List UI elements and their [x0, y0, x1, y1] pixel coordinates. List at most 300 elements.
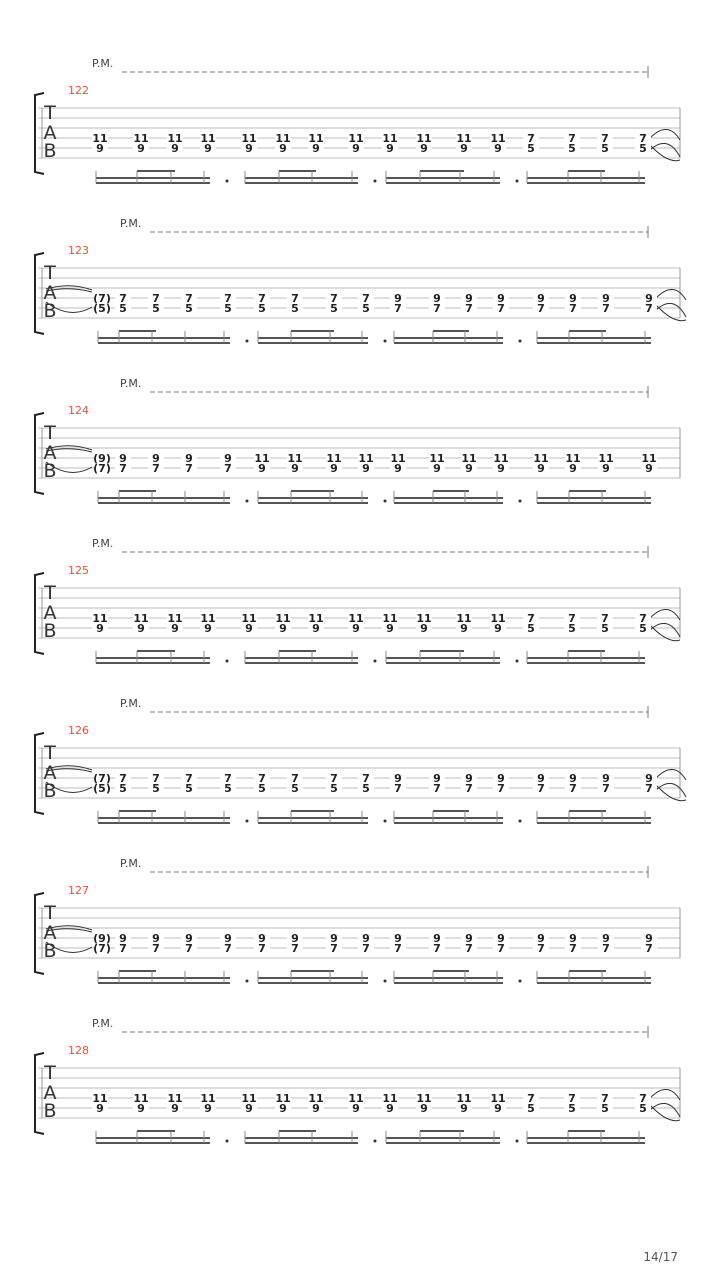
fret-number: 7 [433, 782, 441, 795]
fret-number: 11 [456, 132, 472, 145]
tab-clef-letter: T [44, 422, 56, 444]
fret-number: 11 [241, 1092, 257, 1105]
fret-number: 9 [258, 462, 266, 475]
fret-number: 9 [119, 452, 127, 465]
fret-number: (5) [93, 782, 111, 795]
rhythm-dot [246, 820, 249, 823]
fret-number: 11 [490, 132, 506, 145]
fret-number: 9 [204, 1102, 212, 1115]
fret-number: 11 [92, 132, 108, 145]
fret-number: (9) [93, 932, 111, 945]
fret-number: 11 [254, 452, 270, 465]
fret-number: 9 [245, 622, 253, 635]
fret-number: 5 [362, 302, 370, 315]
fret-number: 5 [119, 302, 127, 315]
fret-number: 7 [258, 942, 266, 955]
measure-number: 127 [68, 884, 89, 897]
fret-number: 9 [465, 772, 473, 785]
tab-system [35, 857, 680, 983]
fret-number: 9 [460, 622, 468, 635]
fret-number: 7 [185, 462, 193, 475]
fret-number: 7 [330, 292, 338, 305]
fret-number: 9 [465, 932, 473, 945]
fret-number: 5 [527, 1102, 535, 1115]
fret-number: 11 [348, 132, 364, 145]
fret-number: 9 [494, 622, 502, 635]
fret-number: 11 [493, 452, 509, 465]
fret-number: 9 [185, 452, 193, 465]
fret-number: 7 [291, 772, 299, 785]
fret-number: 9 [394, 462, 402, 475]
fret-number: 9 [171, 142, 179, 155]
fret-number: 9 [362, 932, 370, 945]
tab-clef-letter: T [44, 902, 56, 924]
fret-number: 11 [382, 1092, 398, 1105]
fret-number: 9 [537, 772, 545, 785]
fret-number: 5 [330, 302, 338, 315]
fret-number: 7 [258, 772, 266, 785]
fret-number: 5 [568, 622, 576, 635]
fret-number: 7 [497, 782, 505, 795]
fret-number: 9 [569, 462, 577, 475]
fret-number: 11 [200, 132, 216, 145]
fret-number: 5 [291, 302, 299, 315]
rhythm-dot [384, 820, 387, 823]
fret-number: 9 [352, 1102, 360, 1115]
tab-clef-letter: B [43, 140, 57, 162]
fret-number: 9 [96, 142, 104, 155]
palm-mute-label: P.M. [92, 57, 114, 70]
fret-number: 7 [645, 302, 653, 315]
tab-clef-letter: T [44, 742, 56, 764]
fret-number: 9 [386, 622, 394, 635]
fret-number: 11 [200, 1092, 216, 1105]
tab-system [35, 537, 680, 663]
fret-number: 9 [645, 772, 653, 785]
fret-number: 11 [133, 1092, 149, 1105]
fret-number: 7 [465, 942, 473, 955]
fret-number: 7 [185, 772, 193, 785]
fret-number: 7 [465, 302, 473, 315]
fret-number: 11 [429, 452, 445, 465]
fret-number: 9 [330, 462, 338, 475]
fret-number: 9 [96, 622, 104, 635]
fret-number: 11 [533, 452, 549, 465]
rhythm-dot [246, 980, 249, 983]
tab-clef-letter: T [44, 1062, 56, 1084]
fret-number: 9 [460, 142, 468, 155]
fret-number: 7 [569, 782, 577, 795]
fret-number: 7 [362, 292, 370, 305]
fret-number: 9 [494, 1102, 502, 1115]
fret-number: 7 [645, 782, 653, 795]
fret-number: 9 [497, 772, 505, 785]
fret-number: 7 [152, 942, 160, 955]
fret-number: 7 [185, 942, 193, 955]
fret-number: 9 [494, 142, 502, 155]
fret-number: 9 [420, 1102, 428, 1115]
tab-clef-letter: B [43, 940, 57, 962]
palm-mute-label: P.M. [92, 1017, 114, 1030]
fret-number: 11 [490, 612, 506, 625]
fret-number: 9 [645, 462, 653, 475]
tab-clef-letter: B [43, 780, 57, 802]
fret-number: 9 [645, 932, 653, 945]
fret-number: 9 [420, 622, 428, 635]
rhythm-dot [384, 340, 387, 343]
tab-clef-letter: A [43, 762, 57, 784]
fret-number: 11 [92, 612, 108, 625]
rhythm-dot [516, 180, 519, 183]
tab-clef-letter: T [44, 582, 56, 604]
fret-number: 11 [92, 1092, 108, 1105]
fret-number: 7 [601, 1092, 609, 1105]
fret-number: 9 [497, 292, 505, 305]
fret-number: 7 [119, 292, 127, 305]
fret-number: 7 [152, 462, 160, 475]
fret-number: 9 [224, 932, 232, 945]
fret-number: 5 [527, 142, 535, 155]
tab-system [35, 57, 680, 183]
fret-number: 7 [537, 302, 545, 315]
fret-number: 9 [352, 142, 360, 155]
rhythm-dot [246, 500, 249, 503]
fret-number: 11 [416, 1092, 432, 1105]
fret-number: 7 [433, 942, 441, 955]
fret-number: 11 [456, 1092, 472, 1105]
measure-number: 123 [68, 244, 89, 257]
rhythm-dot [516, 1140, 519, 1143]
rhythm-dot [374, 1140, 377, 1143]
fret-number: 11 [416, 132, 432, 145]
fret-number: 5 [291, 782, 299, 795]
fret-number: 11 [390, 452, 406, 465]
fret-number: 9 [245, 1102, 253, 1115]
tie-out-arc [650, 143, 680, 157]
fret-number: 7 [362, 772, 370, 785]
fret-number: 7 [527, 1092, 535, 1105]
rhythm-dot [246, 340, 249, 343]
fret-number: 11 [167, 612, 183, 625]
fret-number: (9) [93, 452, 111, 465]
fret-number: 5 [601, 142, 609, 155]
fret-number: 5 [258, 782, 266, 795]
fret-number: 11 [308, 132, 324, 145]
palm-mute-label: P.M. [120, 697, 142, 710]
fret-number: 11 [416, 612, 432, 625]
fret-number: 7 [152, 772, 160, 785]
fret-number: 7 [601, 132, 609, 145]
fret-number: 5 [568, 1102, 576, 1115]
tab-clef-letter: B [43, 1100, 57, 1122]
fret-number: 7 [569, 942, 577, 955]
fret-number: 9 [602, 772, 610, 785]
tab-clef-letter: A [43, 442, 57, 464]
tie-out-arc [650, 623, 680, 637]
fret-number: 9 [137, 142, 145, 155]
fret-number: 9 [394, 292, 402, 305]
fret-number: 7 [291, 942, 299, 955]
fret-number: 7 [185, 292, 193, 305]
fret-number: 11 [287, 452, 303, 465]
fret-number: 11 [167, 1092, 183, 1105]
fret-number: 5 [639, 1102, 647, 1115]
fret-number: 5 [224, 782, 232, 795]
fret-number: 7 [527, 132, 535, 145]
fret-number: 11 [200, 612, 216, 625]
fret-number: 9 [245, 142, 253, 155]
fret-number: 9 [420, 142, 428, 155]
fret-number: 9 [204, 142, 212, 155]
fret-number: 9 [537, 932, 545, 945]
measure-number: 124 [68, 404, 89, 417]
fret-number: 7 [465, 782, 473, 795]
fret-number: 7 [639, 1092, 647, 1105]
fret-number: 9 [330, 932, 338, 945]
fret-number: 9 [312, 142, 320, 155]
tab-clef-letter: A [43, 1082, 57, 1104]
fret-number: 9 [137, 622, 145, 635]
tab-system [35, 377, 680, 503]
tab-system [35, 697, 686, 823]
fret-number: 11 [490, 1092, 506, 1105]
fret-number: 9 [119, 932, 127, 945]
rhythm-dot [226, 180, 229, 183]
fret-number: 11 [348, 1092, 364, 1105]
fret-number: 5 [527, 622, 535, 635]
fret-number: 11 [348, 612, 364, 625]
tab-clef-letter: B [43, 460, 57, 482]
fret-number: 7 [639, 612, 647, 625]
fret-number: 7 [497, 302, 505, 315]
fret-number: 7 [602, 942, 610, 955]
fret-number: 9 [204, 622, 212, 635]
rhythm-dot [519, 980, 522, 983]
fret-number: 9 [279, 622, 287, 635]
fret-number: 5 [601, 622, 609, 635]
tab-clef-letter: A [43, 282, 57, 304]
fret-number: 9 [185, 932, 193, 945]
fret-number: 7 [224, 772, 232, 785]
fret-number: 9 [537, 292, 545, 305]
fret-number: 5 [258, 302, 266, 315]
fret-number: 9 [386, 142, 394, 155]
fret-number: 11 [326, 452, 342, 465]
fret-number: 7 [568, 132, 576, 145]
fret-number: 5 [185, 302, 193, 315]
fret-number: 7 [119, 772, 127, 785]
fret-number: 9 [258, 932, 266, 945]
fret-number: (7) [93, 292, 111, 305]
fret-number: 9 [433, 932, 441, 945]
tie-out-arc [656, 783, 686, 797]
fret-number: 9 [291, 932, 299, 945]
fret-number: 11 [358, 452, 374, 465]
fret-number: 9 [362, 462, 370, 475]
fret-number: 11 [308, 612, 324, 625]
fret-number: 11 [641, 452, 657, 465]
fret-number: 5 [639, 142, 647, 155]
fret-number: 7 [394, 782, 402, 795]
fret-number: 5 [330, 782, 338, 795]
fret-number: 9 [152, 932, 160, 945]
tab-clef-letter: A [43, 922, 57, 944]
fret-number: 9 [460, 1102, 468, 1115]
fret-number: 7 [394, 302, 402, 315]
fret-number: 9 [645, 292, 653, 305]
fret-number: 5 [568, 142, 576, 155]
fret-number: 9 [602, 932, 610, 945]
fret-number: 7 [152, 292, 160, 305]
tie-out-arc [650, 1103, 680, 1117]
fret-number: 5 [119, 782, 127, 795]
fret-number: 7 [119, 942, 127, 955]
fret-number: 9 [279, 1102, 287, 1115]
fret-number: 11 [461, 452, 477, 465]
tab-clef-letter: T [44, 262, 56, 284]
fret-number: 7 [569, 302, 577, 315]
fret-number: 9 [137, 1102, 145, 1115]
fret-number: 7 [639, 132, 647, 145]
fret-number: 9 [569, 772, 577, 785]
fret-number: 7 [258, 292, 266, 305]
fret-number: 9 [386, 1102, 394, 1115]
rhythm-dot [374, 660, 377, 663]
measure-number: 128 [68, 1044, 89, 1057]
fret-number: 5 [639, 622, 647, 635]
fret-number: 9 [497, 462, 505, 475]
fret-number: 9 [465, 462, 473, 475]
fret-number: 7 [527, 612, 535, 625]
measure-number: 125 [68, 564, 89, 577]
fret-number: 7 [537, 782, 545, 795]
fret-number: 7 [224, 462, 232, 475]
palm-mute-label: P.M. [120, 217, 142, 230]
fret-number: 5 [224, 302, 232, 315]
fret-number: (7) [93, 462, 111, 475]
fret-number: 9 [152, 452, 160, 465]
tab-clef-letter: A [43, 602, 57, 624]
fret-number: 9 [602, 462, 610, 475]
fret-number: 9 [312, 1102, 320, 1115]
rhythm-dot [519, 820, 522, 823]
fret-number: 9 [569, 292, 577, 305]
palm-mute-label: P.M. [120, 857, 142, 870]
fret-number: 11 [133, 612, 149, 625]
fret-number: 9 [352, 622, 360, 635]
rhythm-dot [226, 660, 229, 663]
fret-number: 7 [568, 612, 576, 625]
fret-number: 9 [312, 622, 320, 635]
tab-system [35, 217, 686, 343]
fret-number: 9 [569, 932, 577, 945]
rhythm-dot [516, 660, 519, 663]
fret-number: 9 [96, 1102, 104, 1115]
fret-number: 7 [394, 942, 402, 955]
tie-out-arc [656, 303, 686, 317]
tab-clef-letter: B [43, 620, 57, 642]
fret-number: (5) [93, 302, 111, 315]
fret-number: 5 [152, 302, 160, 315]
tab-system [35, 1017, 680, 1143]
rhythm-dot [384, 980, 387, 983]
fret-number: 5 [152, 782, 160, 795]
fret-number: 7 [645, 942, 653, 955]
palm-mute-label: P.M. [120, 377, 142, 390]
fret-number: 11 [241, 132, 257, 145]
fret-number: 9 [171, 1102, 179, 1115]
fret-number: 5 [185, 782, 193, 795]
fret-number: 9 [537, 462, 545, 475]
rhythm-dot [226, 1140, 229, 1143]
fret-number: 7 [330, 772, 338, 785]
measure-number: 126 [68, 724, 89, 737]
fret-number: (7) [93, 942, 111, 955]
fret-number: 7 [119, 462, 127, 475]
rhythm-dot [384, 500, 387, 503]
rhythm-dot [374, 180, 377, 183]
fret-number: 11 [382, 132, 398, 145]
fret-number: 9 [433, 292, 441, 305]
fret-number: 7 [602, 302, 610, 315]
fret-number: 7 [291, 292, 299, 305]
fret-number: 11 [167, 132, 183, 145]
measure-number: 122 [68, 84, 89, 97]
fret-number: 9 [224, 452, 232, 465]
fret-number: 9 [433, 462, 441, 475]
fret-number: 5 [601, 1102, 609, 1115]
fret-number: (7) [93, 772, 111, 785]
fret-number: 5 [362, 782, 370, 795]
fret-number: 9 [465, 292, 473, 305]
fret-number: 9 [394, 772, 402, 785]
fret-number: 9 [433, 772, 441, 785]
fret-number: 7 [224, 942, 232, 955]
fret-number: 9 [171, 622, 179, 635]
tab-clef-letter: B [43, 300, 57, 322]
fret-number: 9 [497, 932, 505, 945]
fret-number: 11 [456, 612, 472, 625]
fret-number: 9 [394, 932, 402, 945]
rhythm-dot [519, 500, 522, 503]
fret-number: 7 [433, 302, 441, 315]
fret-number: 7 [537, 942, 545, 955]
fret-number: 11 [565, 452, 581, 465]
fret-number: 11 [308, 1092, 324, 1105]
fret-number: 7 [330, 942, 338, 955]
tab-clef-letter: T [44, 102, 56, 124]
fret-number: 9 [602, 292, 610, 305]
fret-number: 11 [382, 612, 398, 625]
page-number: 14/17 [643, 1250, 678, 1264]
fret-number: 11 [598, 452, 614, 465]
fret-number: 9 [291, 462, 299, 475]
fret-number: 7 [602, 782, 610, 795]
fret-number: 11 [133, 132, 149, 145]
palm-mute-label: P.M. [92, 537, 114, 550]
fret-number: 7 [601, 612, 609, 625]
fret-number: 11 [275, 1092, 291, 1105]
fret-number: 7 [568, 1092, 576, 1105]
rhythm-dot [519, 340, 522, 343]
tab-clef-letter: A [43, 122, 57, 144]
fret-number: 7 [497, 942, 505, 955]
fret-number: 7 [362, 942, 370, 955]
fret-number: 11 [275, 612, 291, 625]
fret-number: 11 [241, 612, 257, 625]
fret-number: 11 [275, 132, 291, 145]
fret-number: 9 [279, 142, 287, 155]
